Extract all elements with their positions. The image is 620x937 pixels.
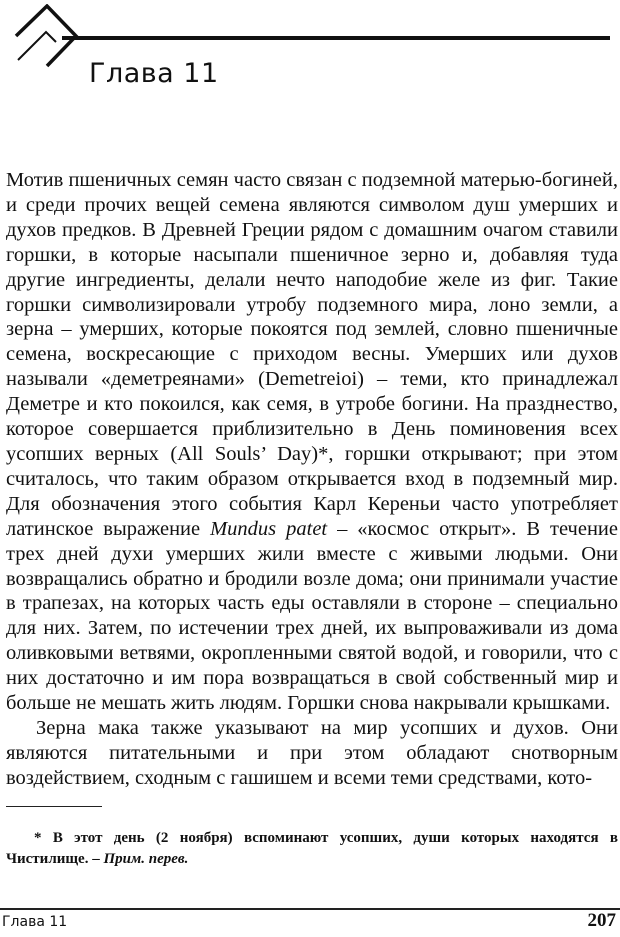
footnote-divider bbox=[6, 806, 102, 807]
paragraph-1 bbox=[6, 168, 618, 716]
main-text bbox=[6, 168, 618, 791]
footnote-note: Прим. перев. bbox=[103, 851, 189, 867]
running-footer-chapter: Глава 11 bbox=[2, 914, 68, 930]
page-number: 207 bbox=[587, 910, 616, 931]
footnote-text: * В этот день (2 ноября) вспоминают усопших, души которых находятся в Чистилище. – bbox=[6, 830, 618, 867]
latin-phrase: Mundus patet bbox=[210, 517, 328, 540]
chapter-title: Глава 11 bbox=[89, 58, 219, 89]
paragraph-1-text: Мотив пшеничных семян часто связан с подземной матерью-богиней, и среди прочих вещей семена являются символом душ умерших и духов предков. В Древней Греции рядом с домашним очагом ставили горшки, в которые насыпали пшеничное зерно и, добавляя туда другие ингредиенты, делали нечто наподобие желе из фиг. Такие горшки символизировали утробу подземного мира, лоно земли, а зерна – умерших, которые покоятся под землей, словно пшеничные семена, воскресающие с приходом весны. Умерших или духов называли «деметреянами» (Demetreioi) – теми, кто принадлежал Деметре и кто покоился, как семя, в утробе богини. На празднество, которое совершается приблизительно в День поминовения всех усопших верных (All Souls’ Day)*, горшки открывают; при этом считалось, что таким образом открывается вход в подземный мир. Для обозначения этого события Карл Кереньи часто употребляет латинское выражение bbox=[6, 169, 618, 540]
footer-divider bbox=[0, 908, 620, 910]
paragraph-1-text-continued: – «космос открыт». В течение трех дней духи умерших жили вместе с живыми людьми. Они возвращались обратно и бродили возле дома; они принимали участие в трапезах, на которых часть еды оставляли в стороне – специально для них. Затем, по истечении трех дней, их выпроваживали из дома оливковыми ветвями, окропленными святой водой, и говорили, что с них достаточно и им пора возвращаться в свой собственный мир и больше не мешать жить людям. Горшки снова накрывали крышками. bbox=[6, 517, 618, 715]
footnote bbox=[6, 828, 618, 870]
diamond-inner-icon bbox=[18, 32, 56, 60]
paragraph-2: Зерна мака также указывают на мир усопших и духов. Они являются питательными и при этом обладают снотворным воздействием, сходным с гашишем и всеми теми средствами, кото- bbox=[6, 716, 618, 789]
